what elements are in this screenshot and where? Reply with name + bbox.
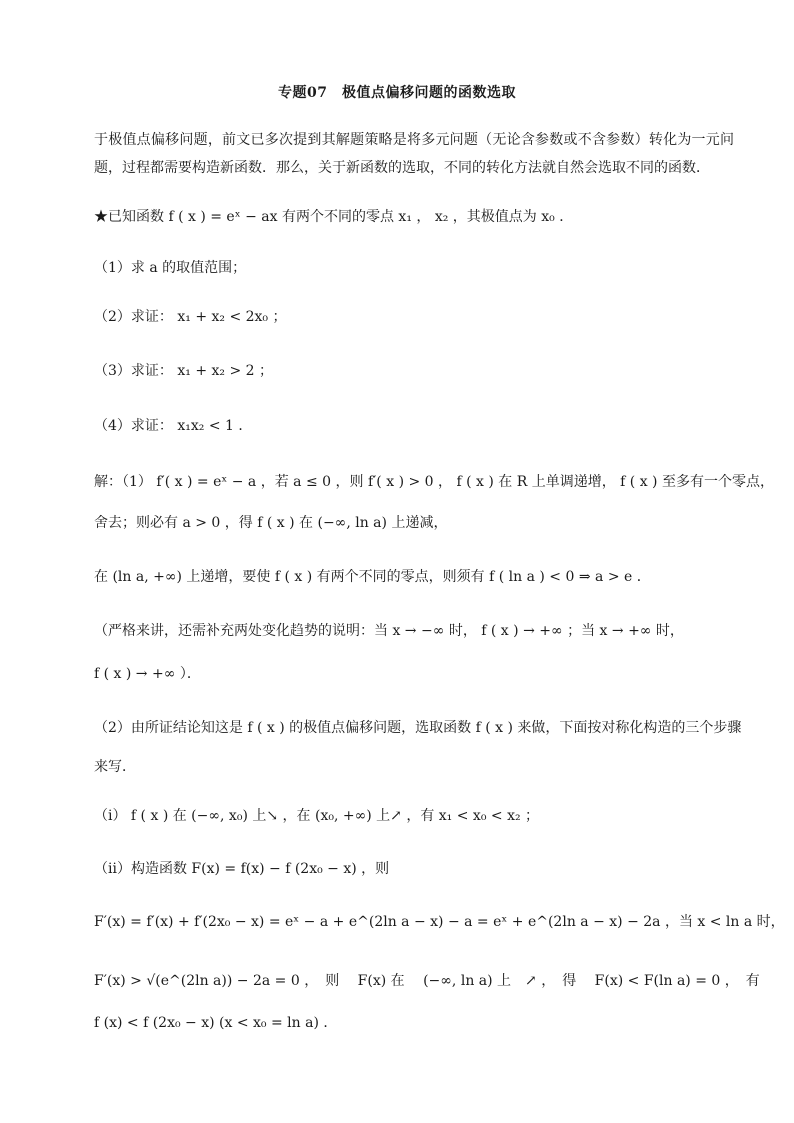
solution-line-2: 舍去；则必有 a > 0 ，得 f ( x ) 在 (−∞, ln a) 上递减， [94, 515, 448, 531]
question-3: （3）求证： x₁ + x₂ > 2 ； [94, 363, 273, 379]
solution-line-1: 解：（1） f′( x ) = eˣ − a ，若 a ≤ 0 ，则 f′( x ) > 0 ， f ( x ) 在 R 上单调递增， f ( x ) 至多有一个零点， [94, 474, 774, 490]
solution-line-5: f ( x ) → +∞ ）． [94, 666, 201, 682]
problem-statement: ★已知函数 f ( x ) = eˣ − ax 有两个不同的零点 x₁ ， x₂ ，其极值点为 x₀ ． [94, 209, 574, 225]
derivative-line: F′(x) = f′(x) + f′(2x₀ − x) = eˣ − a + e^(2ln a − x) − a = eˣ + e^(2ln a − x) − 2a ，当 x < ln a 时， [94, 914, 785, 930]
step-i: （ⅰ） f ( x ) 在 (−∞, x₀) 上↘ ，在 (x₀, +∞) 上↗ ，有 x₁ < x₀ < x₂ ； [94, 808, 540, 824]
question-4: （4）求证： x₁x₂ < 1 ． [94, 418, 253, 434]
inequality-line: F′(x) > √(e^(2ln a)) − 2a = 0 ， 则 F(x) 在 (−∞, ln a) 上 ↗ ， 得 F(x) < F(ln a) = 0 ， 有 [94, 973, 760, 989]
intro-line-2: 题，过程都需要构造新函数．那么，关于新函数的选取，不同的转化方法就自然会选取不同的函数． [94, 160, 710, 176]
question-2: （2）求证： x₁ + x₂ < 2x₀ ； [94, 309, 287, 325]
step-ii: （ⅱ）构造函数 F(x) = f(x) − f (2x₀ − x) ，则 [94, 861, 390, 877]
conclusion-line: f (x) < f (2x₀ − x) (x < x₀ = ln a) ． [94, 1015, 338, 1031]
part-2-line-1: （2）由所证结论知这是 f ( x ) 的极值点偏移问题，选取函数 f ( x ) 来做，下面按对称化构造的三个步骤 [94, 720, 742, 736]
question-1: （1）求 a 的取值范围； [94, 260, 247, 276]
solution-line-4: （严格来讲，还需补充两处变化趋势的说明：当 x → −∞ 时， f ( x ) → +∞ ；当 x → +∞ 时， [94, 623, 684, 639]
page-title: 专题07 极值点偏移问题的函数选取 [278, 85, 516, 101]
solution-line-3: 在 (ln a, +∞) 上递增，要使 f ( x ) 有两个不同的零点，则须有 f ( ln a ) < 0 ⇒ a > e ． [94, 569, 651, 585]
intro-line-1: 于极值点偏移问题，前文已多次提到其解题策略是将多元问题（无论含参数或不含参数）转化为一元问 [94, 132, 734, 148]
part-2-line-2: 来写． [94, 759, 136, 775]
